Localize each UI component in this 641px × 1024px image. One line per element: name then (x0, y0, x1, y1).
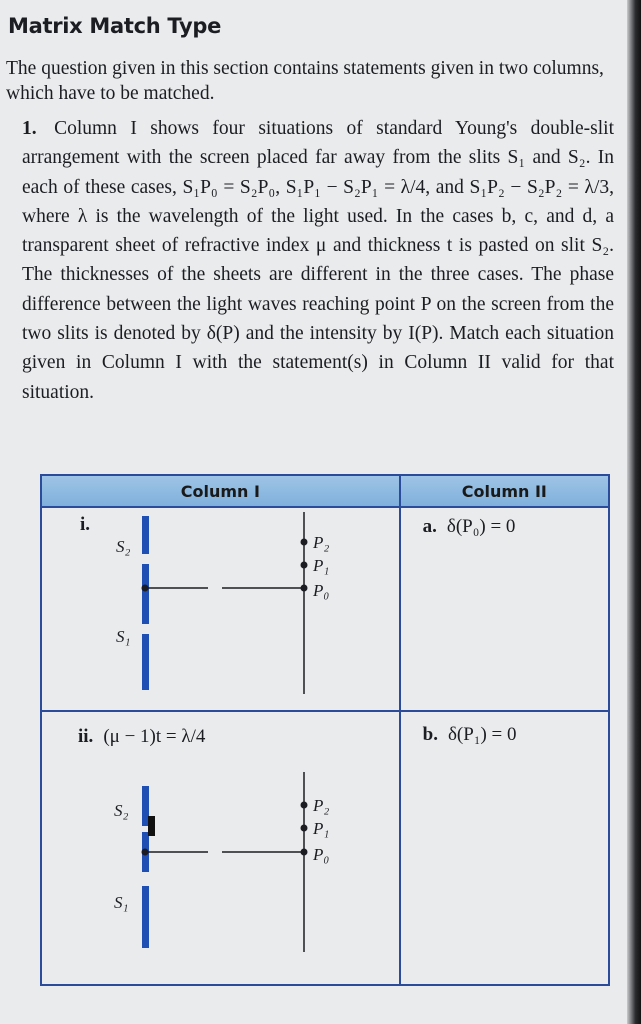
slit-barrier-bottom (142, 634, 149, 690)
page-edge-shadow (627, 0, 641, 1024)
statement-label: b. (422, 723, 438, 745)
point-p0-label: P₀ (313, 844, 330, 864)
slit-barrier-bottom (142, 886, 149, 948)
statement-text: δ(P₁) = 0 (447, 723, 517, 745)
point-p2-label: P₂ (313, 795, 330, 815)
point-p0-label: P₀ (313, 581, 330, 601)
row-label: i. (80, 514, 91, 536)
row-condition: (μ − 1)t = λ/4 (103, 725, 206, 747)
slit-s1-label: S₁ (114, 892, 129, 912)
point-p1-dot (301, 824, 308, 831)
statement-a (423, 516, 516, 538)
transparent-sheet (148, 816, 155, 836)
point-p1-label: P₁ (313, 818, 330, 838)
table-row (41, 507, 609, 711)
question-text: Column I shows four situations of standard Young's double-slit arrangement with the screen placed far away from the slits S₁ and S₂. In each of these cases, S₁P₀ = S₂P₀, S₁P₁ − S₂P₁ = λ/4, and S₁P₂ − S₂P₂ = λ/3, where λ is the wavelength of the light used. In the cases b, c, and d, a transparent sheet of refractive index μ and thickness t is pasted on slit S₂. The thicknesses of the sheets are different in the three cases. The phase difference between the light waves reaching point P on the screen from the two slits is denoted by δ(P) and the intensity by I(P). Match each situation given in Column I with the statement(s) in Column II valid for that situation. (22, 118, 615, 403)
statement-text: δ(P₀) = 0 (446, 516, 516, 538)
slit-s2-label: S₂ (116, 537, 131, 557)
question-1 (22, 114, 614, 407)
row-ii-column-1 (41, 711, 400, 985)
row-label: ii. (78, 725, 94, 747)
point-p0-dot (301, 848, 308, 855)
slit-s2-label: S₂ (114, 800, 129, 820)
point-p2-dot (301, 539, 308, 546)
column-2-header: Column II (400, 475, 609, 507)
slit-midpoint-dot (142, 848, 149, 855)
slit-midpoint-dot (142, 585, 149, 592)
slit-barrier-top (142, 516, 149, 554)
section-title: Matrix Match Type (8, 14, 222, 38)
slit-diagram-i (42, 508, 400, 708)
column-1-header: Column I (41, 475, 400, 507)
slit-diagram-ii (42, 712, 400, 982)
point-p1-label: P₁ (313, 556, 330, 576)
statement-b (423, 724, 517, 746)
statement-label: a. (422, 516, 437, 538)
slit-s1-label: S₁ (116, 627, 131, 647)
point-p2-label: P₂ (313, 533, 330, 553)
point-p2-dot (301, 801, 308, 808)
slit-barrier-top (142, 786, 149, 826)
section-intro: The question given in this section contains statements given in two columns, which have to be matched. (6, 58, 604, 104)
table-row (41, 711, 609, 985)
row-a-column-2 (400, 507, 609, 711)
point-p1-dot (301, 562, 308, 569)
row-b-column-2 (400, 711, 609, 985)
slit-barrier-middle (142, 564, 149, 624)
point-p0-dot (301, 585, 308, 592)
matrix-match-table (40, 474, 610, 986)
question-number: 1. (22, 118, 37, 139)
row-i-column-1 (41, 507, 400, 711)
